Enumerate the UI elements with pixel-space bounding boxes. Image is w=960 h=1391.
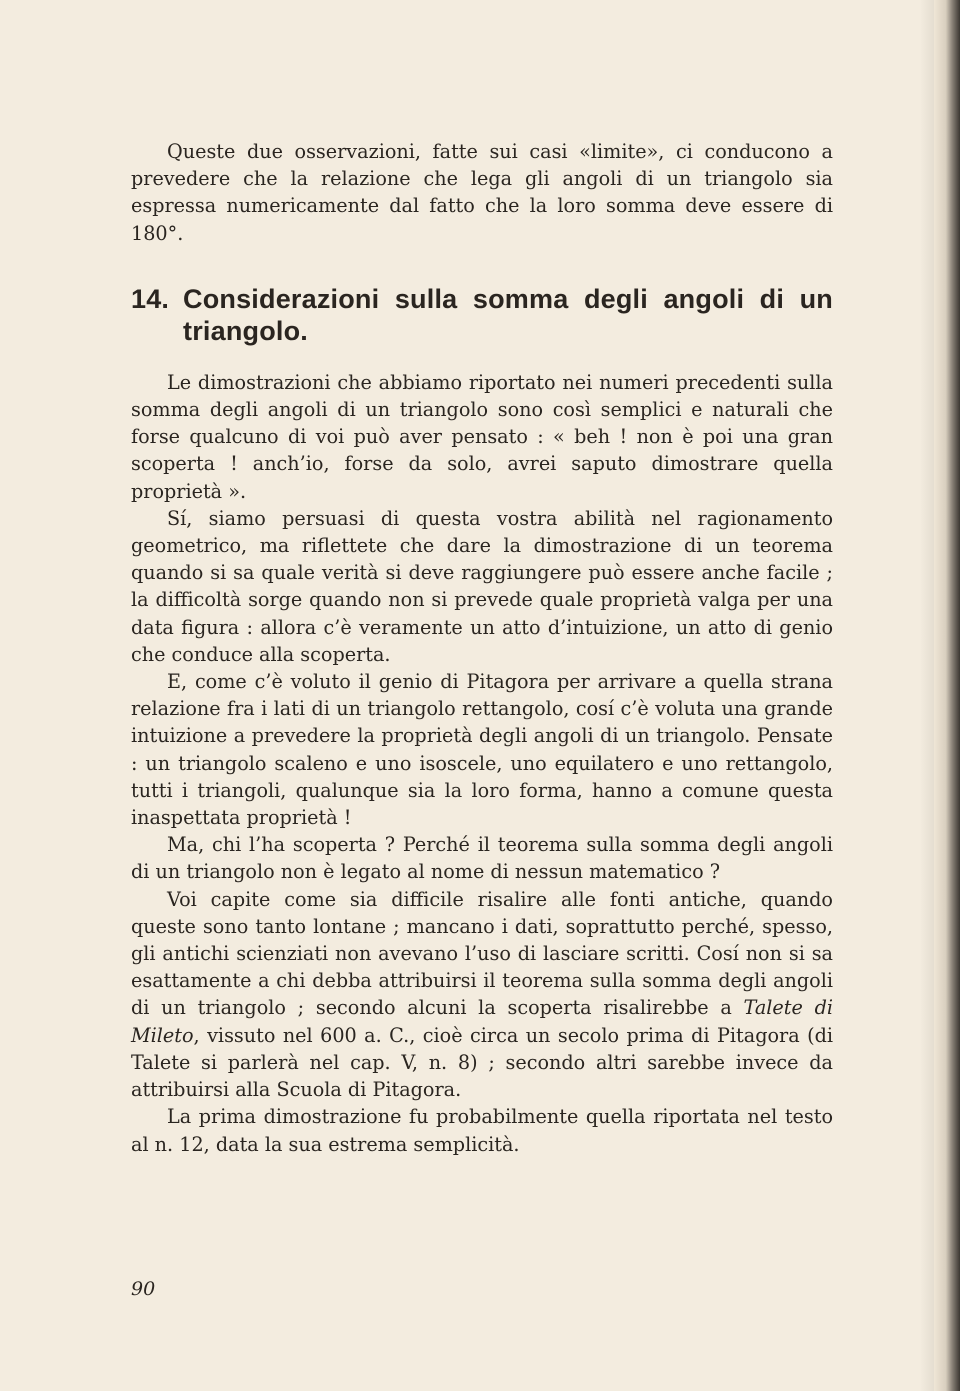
page-body <box>131 138 833 1158</box>
section-heading <box>131 283 833 347</box>
paragraph-6: La prima dimostrazione fu probabilmente quella riportata nel testo al n. 12, data la sua estrema semplicità. <box>131 1105 833 1156</box>
paragraph-3: E, come c’è voluto il genio di Pitagora per arrivare a quella strana relazione fra i lati di un triangolo rettangolo, cosí c’è voluta una grande intuizione a prevedere la proprietà degli angoli di un triangolo. Pensate : un triangolo scaleno e uno isoscele, uno equilatero e uno rettangolo, tutti i triangoli, qualunque sia la loro forma, hanno a comune questa inaspettata proprietà ! <box>131 670 833 830</box>
section-number: 14. <box>131 283 170 314</box>
paragraph-4: Ma, chi l’ha scoperta ? Perché il teorema sulla somma degli angoli di un triangolo non è legato al nome di nessun matematico ? <box>131 833 833 884</box>
thales-name: Talete di Mileto <box>131 996 834 1047</box>
page-number: 90 <box>131 1278 156 1300</box>
paragraph-2: Sí, siamo persuasi di questa vostra abilità nel ragionamento geometrico, ma riflettete che dare la dimostrazione di un teorema quando si sa quale verità si deve raggiungere può essere anche facile ; la difficoltà sorge quando non si prevede quale proprietà valga per una data figura : allora c’è veramente un atto d’intuizione, un atto di genio che conduce alla scoperta. <box>131 506 833 666</box>
page-shadow <box>920 0 934 1391</box>
paragraph-5-text-a: Voi capite come sia difficile risalire alle fonti antiche, quando queste sono tanto lontane ; mancano i dati, soprattutto perché, spesso, gli antichi scienziati non avevano l’uso di lasciare scritti. Cosí non si sa esattamente a chi debba attribuirsi il teorema sulla somma degli angoli di un triangolo ; secondo alcuni la scoperta risalirebbe a <box>131 887 833 1020</box>
paragraph-5 <box>131 886 833 1104</box>
intro-paragraph: Queste due osservazioni, fatte sui casi «limite», ci conducono a prevedere che la relazione che lega gli angoli di un triangolo sia espressa numericamente dal fatto che la loro somma deve essere di 180°. <box>131 140 833 245</box>
page-edge <box>934 0 960 1391</box>
paragraph-1: Le dimostrazioni che abbiamo riportato nei numeri precedenti sulla somma degli angoli di un triangolo sono così semplici e naturali che forse qualcuno di voi può aver pensato : « beh ! non è poi una gran scoperta ! anch’io, forse da solo, avrei saputo dimostrare quella proprietà ». <box>131 370 833 503</box>
section-title: Considerazioni sulla somma degli angoli di un triangolo. <box>183 283 833 346</box>
paragraph-5-text-b: , vissuto nel 600 a. C., cioè circa un secolo prima di Pitagora (di Talete si parlerà nel cap. V, n. 8) ; secondo altri sarebbe invece da attribuirsi alla Scuola di Pitagora. <box>131 1023 833 1102</box>
